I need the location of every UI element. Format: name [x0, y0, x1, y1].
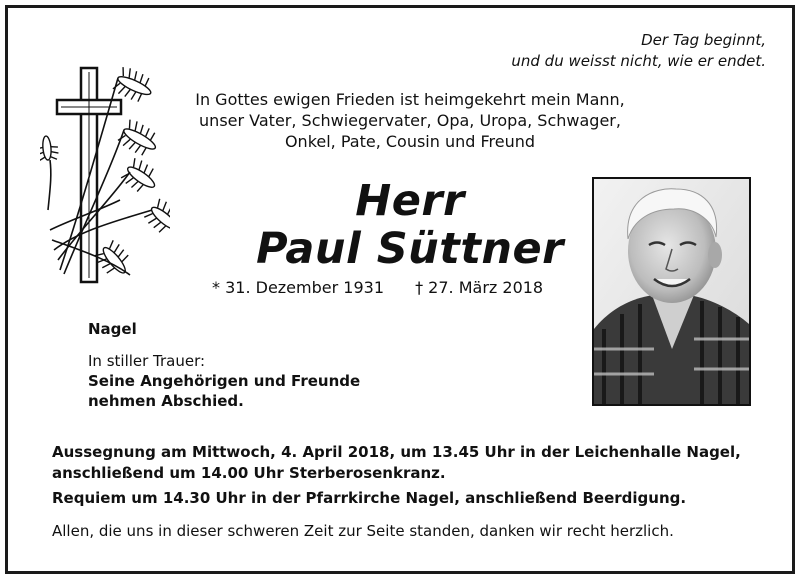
intro-line: unser Vater, Schwiegervater, Opa, Uropa, Schwager, — [199, 111, 621, 130]
intro-line: In Gottes ewigen Frieden ist heimgekehrt mein Mann, — [195, 90, 625, 109]
quote-line: und du weisst nicht, wie er endet. — [511, 52, 766, 70]
death-date: † 27. März 2018 — [415, 278, 544, 297]
epigraph-quote — [511, 30, 766, 72]
quote-line: Der Tag beginnt, — [641, 31, 766, 49]
birth-date: * 31. Dezember 1931 — [212, 278, 384, 297]
deceased-name: Paul Süttner — [256, 224, 564, 274]
mourners-line: nehmen Abschied. — [88, 392, 244, 410]
thanks-line: Allen, die uns in dieser schweren Zeit zur Seite standen, danken wir recht herzlich. — [52, 522, 674, 540]
service-details — [52, 442, 741, 509]
mourners-block — [88, 351, 360, 411]
salutation: Herr — [355, 176, 465, 226]
service-line: Aussegnung am Mittwoch, 4. April 2018, um 13.45 Uhr in der Leichenhalle Nagel, — [52, 443, 741, 461]
intro-line: Onkel, Pate, Cousin und Freund — [284, 132, 536, 151]
place-name: Nagel — [88, 320, 137, 338]
intro-text — [175, 89, 645, 152]
service-line: anschließend um 14.00 Uhr Sterberosenkranz. — [52, 464, 446, 482]
mourners-label: In stiller Trauer: — [88, 352, 206, 370]
cross-with-wheat-icon — [40, 60, 170, 304]
requiem-line: Requiem um 14.30 Uhr in der Pfarrkirche Nagel, anschließend Beerdigung. — [52, 489, 687, 507]
life-dates — [212, 278, 543, 297]
mourners-line: Seine Angehörigen und Freunde — [88, 372, 361, 390]
portrait-photo — [592, 177, 751, 406]
